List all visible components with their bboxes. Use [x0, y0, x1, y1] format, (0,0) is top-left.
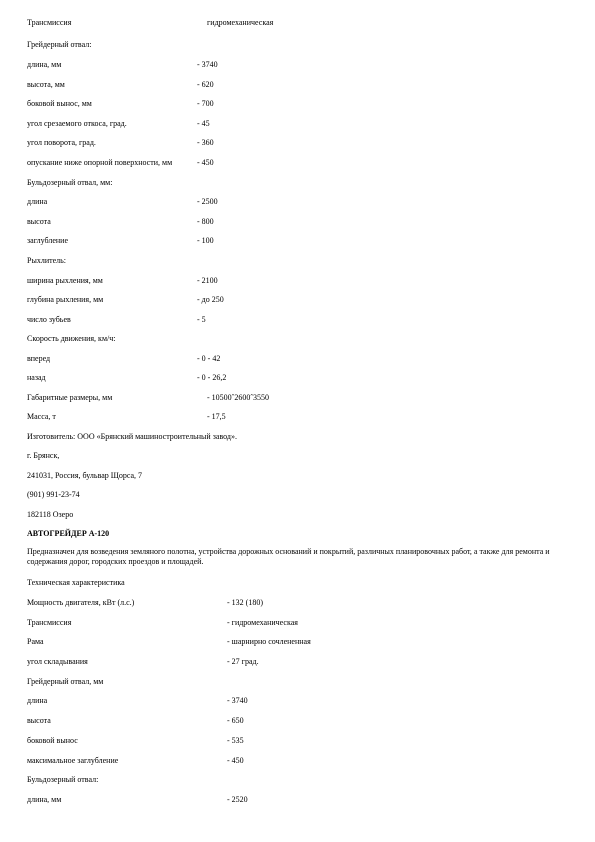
address-city: г. Брянск, — [27, 451, 60, 460]
row-label: Габаритные размеры, мм — [27, 393, 113, 402]
product-heading: АВТОГРЕЙДЕР А-120 — [27, 529, 110, 538]
row-label: назад — [27, 373, 46, 382]
row-value: - 3740 — [227, 696, 248, 705]
row-label: длина, мм — [27, 60, 62, 69]
row-label: заглубление — [27, 236, 68, 245]
section-heading: Грейдерный отвал: — [27, 40, 92, 49]
section-heading: Бульдозерный отвал, мм: — [27, 178, 113, 187]
row-label: угол срезаемого откоса, град. — [27, 119, 127, 128]
row-label: боковой вынос — [27, 736, 78, 745]
row-value: - до 250 — [197, 295, 224, 304]
row-value: - 800 — [197, 217, 214, 226]
row-label: высота — [27, 217, 51, 226]
row-label: Трансмиссия — [27, 618, 72, 627]
row-value: гидромеханическая — [207, 18, 274, 27]
row-value: - 2520 — [227, 795, 248, 804]
row-label: высота, мм — [27, 80, 65, 89]
row-label: угол складывания — [27, 657, 88, 666]
section-heading: Бульдозерный отвал: — [27, 775, 99, 784]
row-value: - 17,5 — [207, 412, 226, 421]
row-value: - 27 град. — [227, 657, 259, 666]
row-label: длина — [27, 696, 48, 705]
row-value: - 5 — [197, 315, 206, 324]
phone-number: (901) 991-23-74 — [27, 490, 80, 499]
row-label: вперед — [27, 354, 51, 363]
row-label: Масса, т — [27, 412, 56, 421]
row-label: боковой вынос, мм — [27, 99, 92, 108]
row-value: - 535 — [227, 736, 244, 745]
section-heading: Техническая характеристика — [27, 578, 125, 587]
row-value: - 45 — [197, 119, 210, 128]
row-value: - 360 — [197, 138, 214, 147]
row-label: глубина рыхления, мм — [27, 295, 104, 304]
section-heading: Рыхлитель: — [27, 256, 67, 265]
row-value: - шарнирно сочлененная — [227, 637, 311, 646]
row-value: - 2100 — [197, 276, 218, 285]
row-label: длина, мм — [27, 795, 62, 804]
row-value: - 3740 — [197, 60, 218, 69]
address-street: 241031, Россия, бульвар Щорса, 7 — [27, 471, 143, 480]
row-label: ширина рыхления, мм — [27, 276, 103, 285]
row-value: - 450 — [197, 158, 214, 167]
row-label: Рама — [27, 637, 44, 646]
section-heading: Грейдерный отвал, мм — [27, 677, 104, 686]
row-value: - 450 — [227, 756, 244, 765]
row-label: Трансмиссия — [27, 18, 72, 27]
row-label: длина — [27, 197, 48, 206]
postal-code: 182118 Озеро — [27, 510, 74, 519]
row-label: угол поворота, град. — [27, 138, 96, 147]
row-value: - 10500ˆ2600ˆ3550 — [207, 393, 269, 402]
row-label: число зубьев — [27, 315, 71, 324]
row-label: максимальное заглубление — [27, 756, 119, 765]
row-value: - 700 — [197, 99, 214, 108]
row-label: высота — [27, 716, 51, 725]
row-value: - 650 — [227, 716, 244, 725]
row-value: - 0 - 42 — [197, 354, 221, 363]
row-value: - 620 — [197, 80, 214, 89]
product-description: Предназначен для возведения земляного полотна, устройства дорожных оснований и покрытий, различных планировочных работ, а также для ремонта и содержания дорог, городских проездов и площадей. — [27, 547, 550, 566]
row-value: - 0 - 26,2 — [197, 373, 227, 382]
row-label: Мощность двигателя, кВт (л.с.) — [27, 598, 135, 607]
manufacturer-text: Изготовитель: ООО «Брянский машиностроительный завод». — [27, 432, 237, 441]
row-value: - 100 — [197, 236, 214, 245]
row-value: - гидромеханическая — [227, 618, 298, 627]
row-value: - 132 (180) — [227, 598, 263, 607]
row-value: - 2500 — [197, 197, 218, 206]
row-label: опускание ниже опорной поверхности, мм — [27, 158, 173, 167]
section-heading: Скорость движения, км/ч: — [27, 334, 116, 343]
